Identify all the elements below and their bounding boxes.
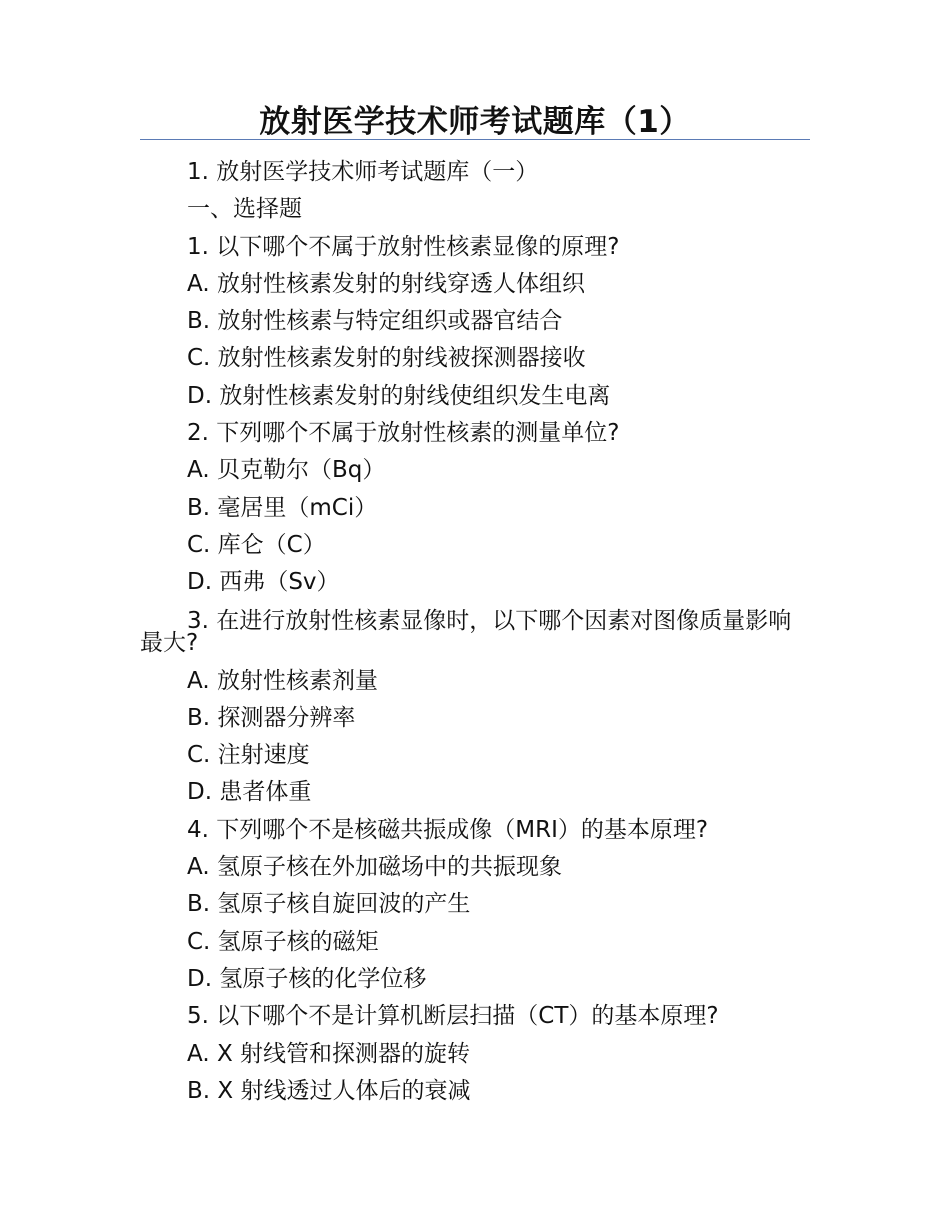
option-line: D. 放射性核素发射的射线使组织发生电离	[187, 382, 611, 409]
title-underline	[140, 139, 810, 140]
question-5: 5. 以下哪个不是计算机断层扫描（CT）的基本原理?	[187, 1003, 719, 1030]
text-line: 1. 放射医学技术师考试题库（一）	[187, 159, 539, 185]
question-4: 4. 下列哪个不是核磁共振成像（MRI）的基本原理?	[187, 816, 709, 843]
section-heading: 一、选择题	[187, 196, 302, 223]
option-line: C. 库仑（C）	[187, 531, 326, 558]
document-title: 放射医学技术师考试题库（1）	[259, 104, 691, 140]
option-line: B. 毫居里（mCi）	[187, 494, 378, 521]
question-1: 1. 以下哪个不属于放射性核素显像的原理?	[187, 233, 620, 260]
option-line: A. 贝克勒尔（Bq）	[187, 457, 386, 484]
option-line: A. X 射线管和探测器的旋转	[187, 1040, 471, 1067]
question-3: 3. 在进行放射性核素显像时，以下哪个因素对图像质量影响最大?	[140, 607, 792, 656]
option-line: C. 氢原子核的磁矩	[187, 928, 379, 955]
option-line: B. 放射性核素与特定组织或器官结合	[187, 308, 563, 335]
option-line: A. 放射性核素发射的射线穿透人体组织	[187, 270, 585, 297]
option-line: A. 放射性核素剂量	[187, 667, 378, 694]
option-line: C. 注射速度	[187, 742, 310, 769]
option-line: C. 放射性核素发射的射线被探测器接收	[187, 345, 586, 372]
option-line: A. 氢原子核在外加磁场中的共振现象	[187, 854, 562, 881]
document-body	[140, 154, 810, 1110]
option-line: D. 患者体重	[187, 779, 312, 806]
question-2: 2. 下列哪个不属于放射性核素的测量单位?	[187, 420, 620, 447]
option-line: B. 氢原子核自旋回波的产生	[187, 891, 471, 918]
option-line: B. X 射线透过人体后的衰减	[187, 1077, 471, 1104]
option-line: B. 探测器分辨率	[187, 704, 356, 731]
option-line: D. 氢原子核的化学位移	[187, 965, 427, 992]
option-line: D. 西弗（Sv）	[187, 569, 340, 596]
